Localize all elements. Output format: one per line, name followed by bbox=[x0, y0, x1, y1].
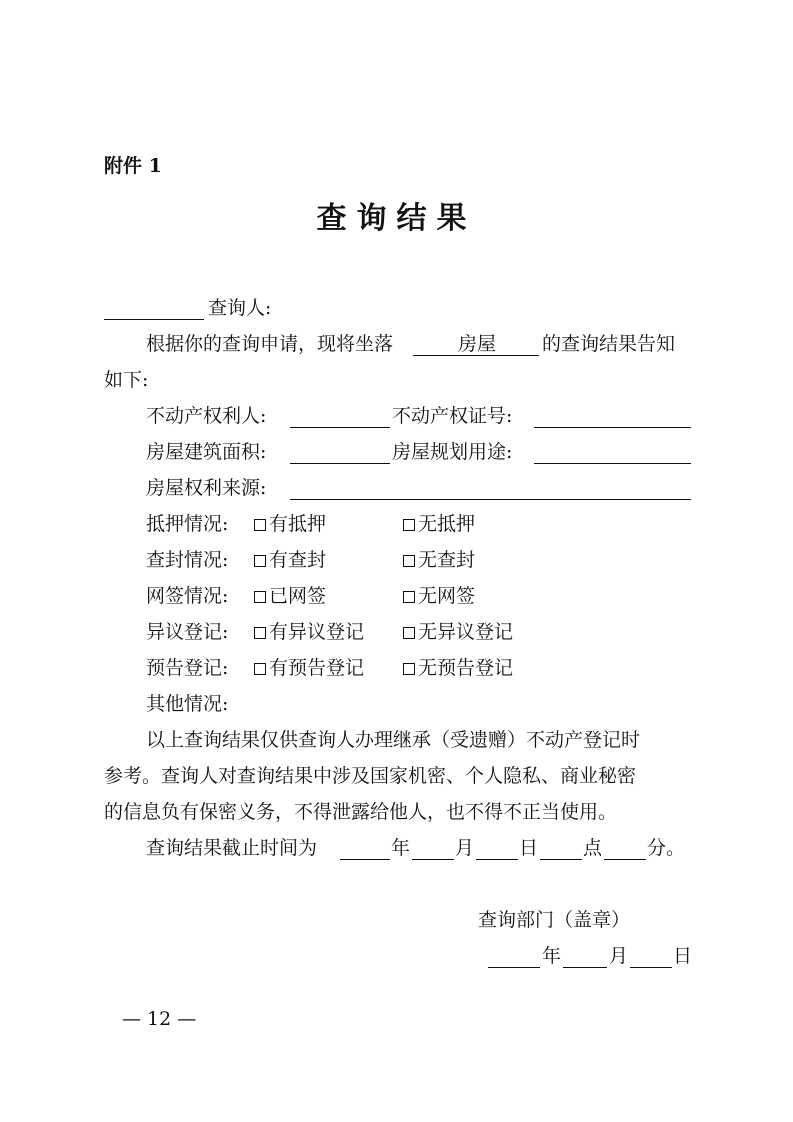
sign-month-blank bbox=[563, 967, 607, 968]
checkbox-icon[interactable] bbox=[254, 591, 266, 603]
deadline-prefix: 查询结果截止时间为 bbox=[146, 837, 318, 859]
deadline-month: 月 bbox=[455, 837, 475, 859]
usage-label: 房屋规划用途: bbox=[392, 441, 513, 463]
checkbox-icon[interactable] bbox=[254, 663, 266, 675]
check-option-label: 无查封 bbox=[418, 549, 476, 571]
area-label: 房屋建筑面积: bbox=[146, 441, 267, 463]
deadline-minute: 分。 bbox=[647, 837, 686, 859]
para2-line1: 以上查询结果仅供查询人办理继承（受遗赠）不动产登记时 bbox=[146, 729, 641, 751]
check-option[interactable] bbox=[254, 620, 364, 644]
deadline-hour: 点 bbox=[583, 837, 603, 859]
property-value: 房屋 bbox=[458, 333, 497, 355]
check-option-label: 有异议登记 bbox=[269, 621, 365, 643]
para1-line1-prefix: 根据你的查询申请，现将坐落 bbox=[146, 333, 394, 355]
check-option-label: 无异议登记 bbox=[418, 621, 514, 643]
check-option[interactable] bbox=[254, 548, 326, 572]
check-option[interactable] bbox=[254, 512, 326, 536]
usage-blank bbox=[534, 463, 691, 464]
check-option[interactable] bbox=[403, 548, 475, 572]
source-label: 房屋权利来源: bbox=[146, 477, 267, 499]
para1-line1-suffix: 的查询结果告知 bbox=[542, 333, 676, 355]
sign-day-blank bbox=[630, 967, 672, 968]
source-blank bbox=[290, 499, 691, 500]
check-option-label: 有抵押 bbox=[269, 513, 327, 535]
deadline-day: 日 bbox=[519, 837, 539, 859]
para2-line2: 参考。查询人对查询结果中涉及国家机密、个人隐私、商业秘密 bbox=[104, 765, 637, 787]
month-blank bbox=[412, 859, 454, 860]
para1-line2: 如下: bbox=[104, 369, 149, 391]
checkbox-icon[interactable] bbox=[403, 555, 415, 567]
sign-month: 月 bbox=[609, 945, 629, 967]
cert-no-label: 不动产权证号: bbox=[392, 405, 513, 427]
check-option[interactable] bbox=[403, 656, 513, 680]
check-label: 抵押情况: bbox=[146, 513, 229, 535]
check-label: 异议登记: bbox=[146, 621, 229, 643]
owner-label: 不动产权利人: bbox=[146, 405, 267, 427]
check-option-label: 无抵押 bbox=[418, 513, 476, 535]
attachment-label: 附件 1 bbox=[104, 155, 162, 177]
minute-blank bbox=[604, 859, 646, 860]
hour-blank bbox=[540, 859, 582, 860]
checkbox-icon[interactable] bbox=[403, 663, 415, 675]
checkbox-icon[interactable] bbox=[403, 591, 415, 603]
deadline-year: 年 bbox=[391, 837, 411, 859]
other-label: 其他情况: bbox=[146, 693, 229, 715]
cert-no-blank bbox=[534, 427, 691, 428]
checkbox-icon[interactable] bbox=[403, 627, 415, 639]
check-option-label: 有查封 bbox=[269, 549, 327, 571]
page-number: — 12 — bbox=[122, 1008, 197, 1030]
check-label: 查封情况: bbox=[146, 549, 229, 571]
applicant-label: 查询人: bbox=[208, 297, 272, 319]
applicant-blank bbox=[104, 319, 204, 320]
para2-line3: 的信息负有保密义务，不得泄露给他人，也不得不正当使用。 bbox=[104, 801, 618, 823]
checkbox-icon[interactable] bbox=[254, 627, 266, 639]
check-option[interactable] bbox=[403, 512, 475, 536]
year-blank bbox=[340, 859, 390, 860]
owner-blank bbox=[290, 427, 390, 428]
sign-year: 年 bbox=[542, 945, 562, 967]
check-option[interactable] bbox=[403, 620, 513, 644]
sign-year-blank bbox=[488, 967, 540, 968]
check-option-label: 无预告登记 bbox=[418, 657, 514, 679]
check-option[interactable] bbox=[254, 656, 364, 680]
page-title: 查询结果 bbox=[316, 201, 477, 236]
check-option-label: 已网签 bbox=[269, 585, 327, 607]
checkbox-icon[interactable] bbox=[254, 555, 266, 567]
day-blank bbox=[476, 859, 518, 860]
checkbox-icon[interactable] bbox=[254, 519, 266, 531]
check-label: 网签情况: bbox=[146, 585, 229, 607]
area-blank bbox=[290, 463, 390, 464]
check-option[interactable] bbox=[254, 584, 326, 608]
check-option-label: 无网签 bbox=[418, 585, 476, 607]
check-label: 预告登记: bbox=[146, 657, 229, 679]
sign-day: 日 bbox=[673, 945, 693, 967]
check-option-label: 有预告登记 bbox=[269, 657, 365, 679]
checkbox-icon[interactable] bbox=[403, 519, 415, 531]
department-seal: 查询部门（盖章） bbox=[478, 909, 631, 931]
check-option[interactable] bbox=[403, 584, 475, 608]
